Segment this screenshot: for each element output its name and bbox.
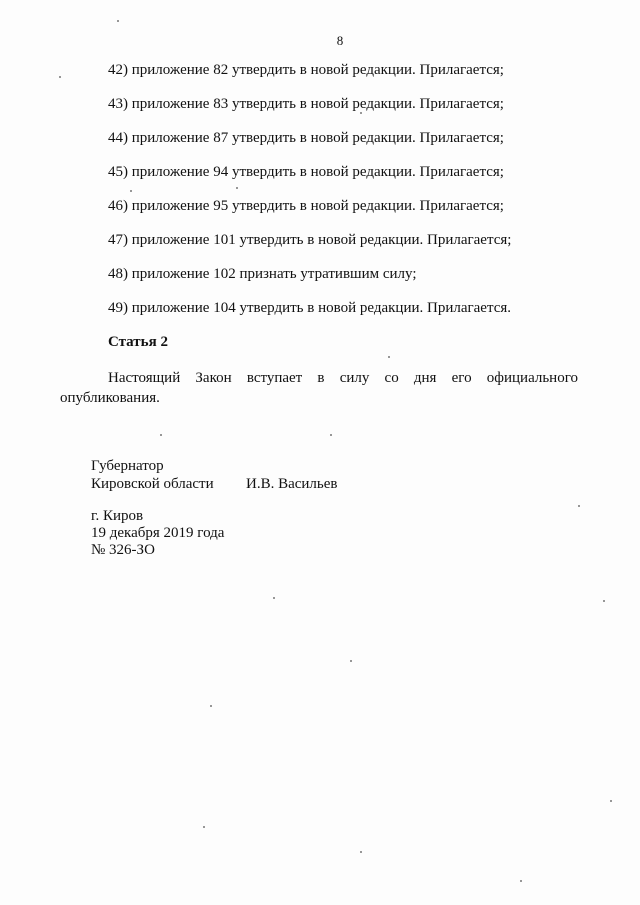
scan-speck (210, 705, 212, 707)
scan-speck (273, 597, 275, 599)
scan-speck (350, 660, 352, 662)
page-number: 8 (336, 33, 344, 48)
scan-speck (520, 880, 522, 882)
scan-speck (160, 434, 162, 436)
article-body (60, 368, 578, 408)
list-item: 42) приложение 82 утвердить в новой редакции. Прилагается; (108, 62, 504, 78)
list-item: 45) приложение 94 утвердить в новой редакции. Прилагается; (108, 164, 504, 180)
scan-speck (360, 851, 362, 853)
list-item: 43) приложение 83 утвердить в новой редакции. Прилагается; (108, 96, 504, 112)
issue-details (91, 508, 224, 559)
law-number: № 326-ЗО (91, 542, 155, 558)
appendix-list (108, 59, 511, 331)
list-item: 46) приложение 95 утвердить в новой редакции. Прилагается; (108, 198, 504, 214)
scan-speck (360, 112, 362, 114)
scan-speck (388, 356, 390, 358)
scan-speck (130, 190, 132, 192)
scan-speck (59, 76, 61, 78)
scan-speck (236, 187, 238, 189)
signature-block (91, 457, 338, 493)
list-item: 47) приложение 101 утвердить в новой редакции. Прилагается; (108, 232, 512, 248)
scan-speck (603, 600, 605, 602)
article-body-line-2: опубликования. (60, 390, 160, 406)
scan-speck (330, 434, 332, 436)
issue-place: г. Киров (91, 508, 144, 524)
signer-title-line-2: Кировской области (91, 476, 214, 492)
list-item: 49) приложение 104 утвердить в новой редакции. Прилагается. (108, 300, 512, 316)
scan-speck (578, 505, 580, 507)
issue-date: 19 декабря 2019 года (91, 525, 225, 541)
list-item: 44) приложение 87 утвердить в новой редакции. Прилагается; (108, 130, 504, 146)
scan-speck (117, 20, 119, 22)
scan-speck (203, 826, 205, 828)
article-heading: Статья 2 (108, 334, 168, 350)
scan-speck (610, 800, 612, 802)
article-body-line-1: Настоящий Закон вступает в силу со дня его официального (108, 370, 578, 386)
signer-title-line-1: Губернатор (91, 458, 164, 474)
signer-name: И.В. Васильев (246, 476, 338, 492)
list-item: 48) приложение 102 признать утратившим силу; (108, 266, 417, 282)
